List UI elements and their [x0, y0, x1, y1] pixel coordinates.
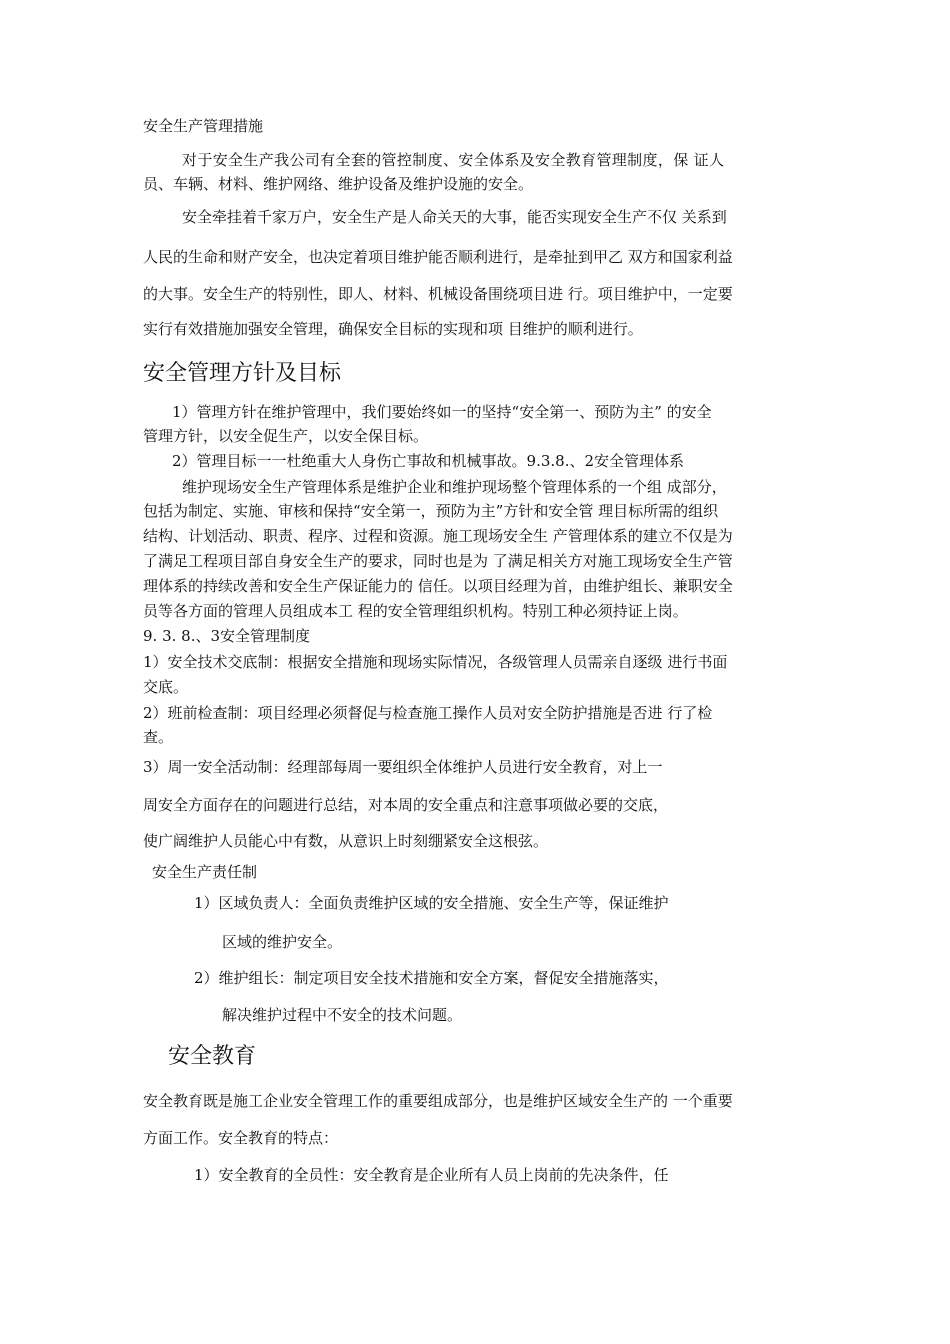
intro-paragraph-1-line-1: 对于安全生产我公司有全套的管控制度、安全体系及安全教育管理制度，保 证人	[182, 151, 725, 169]
system-body-line-6: 员等各方面的管理人员组成本工 程的安全管理组织机构。特别工种必须持证上岗。	[143, 602, 688, 620]
policy-item-1-line-1: 1）管理方针在维护管理中，我们要始终如一的坚持“安全第一、预防为主” 的安全	[172, 403, 712, 421]
subsection-heading-rules: 9. 3. 8.、3安全管理制度	[143, 627, 311, 645]
rule-1-line-1: 1）安全技术交底制：根据安全措施和现场实际情况，各级管理人员需亲自逐级 进行书面	[143, 653, 728, 671]
rule-3-line-1: 3）周一安全活动制：经理部每周一要组织全体维护人员进行安全教育，对上一	[143, 758, 663, 776]
system-body-line-5: 理体系的持续改善和安全生产保证能力的 信任。以项目经理为首，由维护组长、兼职安全	[143, 577, 733, 595]
intro-paragraph-2-line-2: 人民的生命和财产安全，也决定着项目维护能否顺利进行，是牵扯到甲乙 双方和国家利益	[143, 248, 733, 266]
policy-item-1-line-2: 管理方针，以安全促生产，以安全保目标。	[143, 427, 429, 445]
responsibility-heading: 安全生产责任制	[152, 863, 258, 881]
policy-item-2: 2）管理目标一一杜绝重大人身伤亡事故和机械事故。9.3.8.、2安全管理体系	[172, 452, 685, 470]
section-heading-safety-policy: 安全管理方针及目标	[143, 361, 342, 386]
education-body-line-2: 方面工作。安全教育的特点：	[143, 1129, 339, 1147]
rule-2-line-1: 2）班前检查制：项目经理必须督促与检查施工操作人员对安全防护措施是否进 行了检	[143, 704, 713, 722]
document-title: 安全生产管理措施	[143, 117, 264, 135]
responsibility-1-line-2: 区域的维护安全。	[222, 933, 343, 951]
rule-3-line-2: 周安全方面存在的问题进行总结，对本周的安全重点和注意事项做必要的交底，	[143, 796, 669, 814]
system-body-line-1: 维护现场安全生产管理体系是维护企业和维护现场整个管理体系的一个组 成部分，	[182, 478, 727, 496]
system-body-line-3: 结构、计划活动、职责、程序、过程和资源。施工现场安全生 产管理体系的建立不仅是为	[143, 527, 733, 545]
responsibility-2-line-2: 解决维护过程中不安全的技术问题。	[222, 1006, 463, 1024]
education-item-1: 1）安全教育的全员性：安全教育是企业所有人员上岗前的先决条件，任	[194, 1166, 669, 1184]
intro-paragraph-2-line-4: 实行有效措施加强安全管理，确保安全目标的实现和项 目维护的顺利进行。	[143, 320, 643, 338]
system-body-line-4: 了满足工程项目部自身安全生产的要求，同时也是为 了满足相关方对施工现场安全生产管	[143, 552, 733, 570]
intro-paragraph-2-line-3: 的大事。安全生产的特别性，即人、材料、机械设备围绕项目进 行。项目维护中，一定要	[143, 285, 733, 303]
intro-paragraph-2-line-1: 安全牵挂着千家万户，安全生产是人命关天的大事，能否实现安全生产不仅 关系到	[182, 208, 727, 226]
intro-paragraph-1-line-2: 员、车辆、材料、维护网络、维护设备及维护设施的安全。	[143, 175, 534, 193]
section-heading-safety-education: 安全教育	[168, 1044, 257, 1069]
rule-3-line-3: 使广阔维护人员能心中有数，从意识上时刻绷紧安全这根弦。	[143, 832, 549, 850]
rule-1-line-2: 交底。	[143, 678, 189, 696]
responsibility-2-line-1: 2）维护组长：制定项目安全技术措施和安全方案，督促安全措施落实，	[194, 969, 669, 987]
education-body-line-1: 安全教育既是施工企业安全管理工作的重要组成部分，也是维护区域安全生产的 一个重要	[143, 1092, 733, 1110]
system-body-line-2: 包括为制定、实施、审核和保持“安全第一，预防为主”方针和安全管 理目标所需的组织	[143, 502, 719, 520]
rule-2-line-2: 查。	[143, 728, 174, 746]
responsibility-1-line-1: 1）区域负责人：全面负责维护区域的安全措施、安全生产等，保证维护	[194, 894, 669, 912]
